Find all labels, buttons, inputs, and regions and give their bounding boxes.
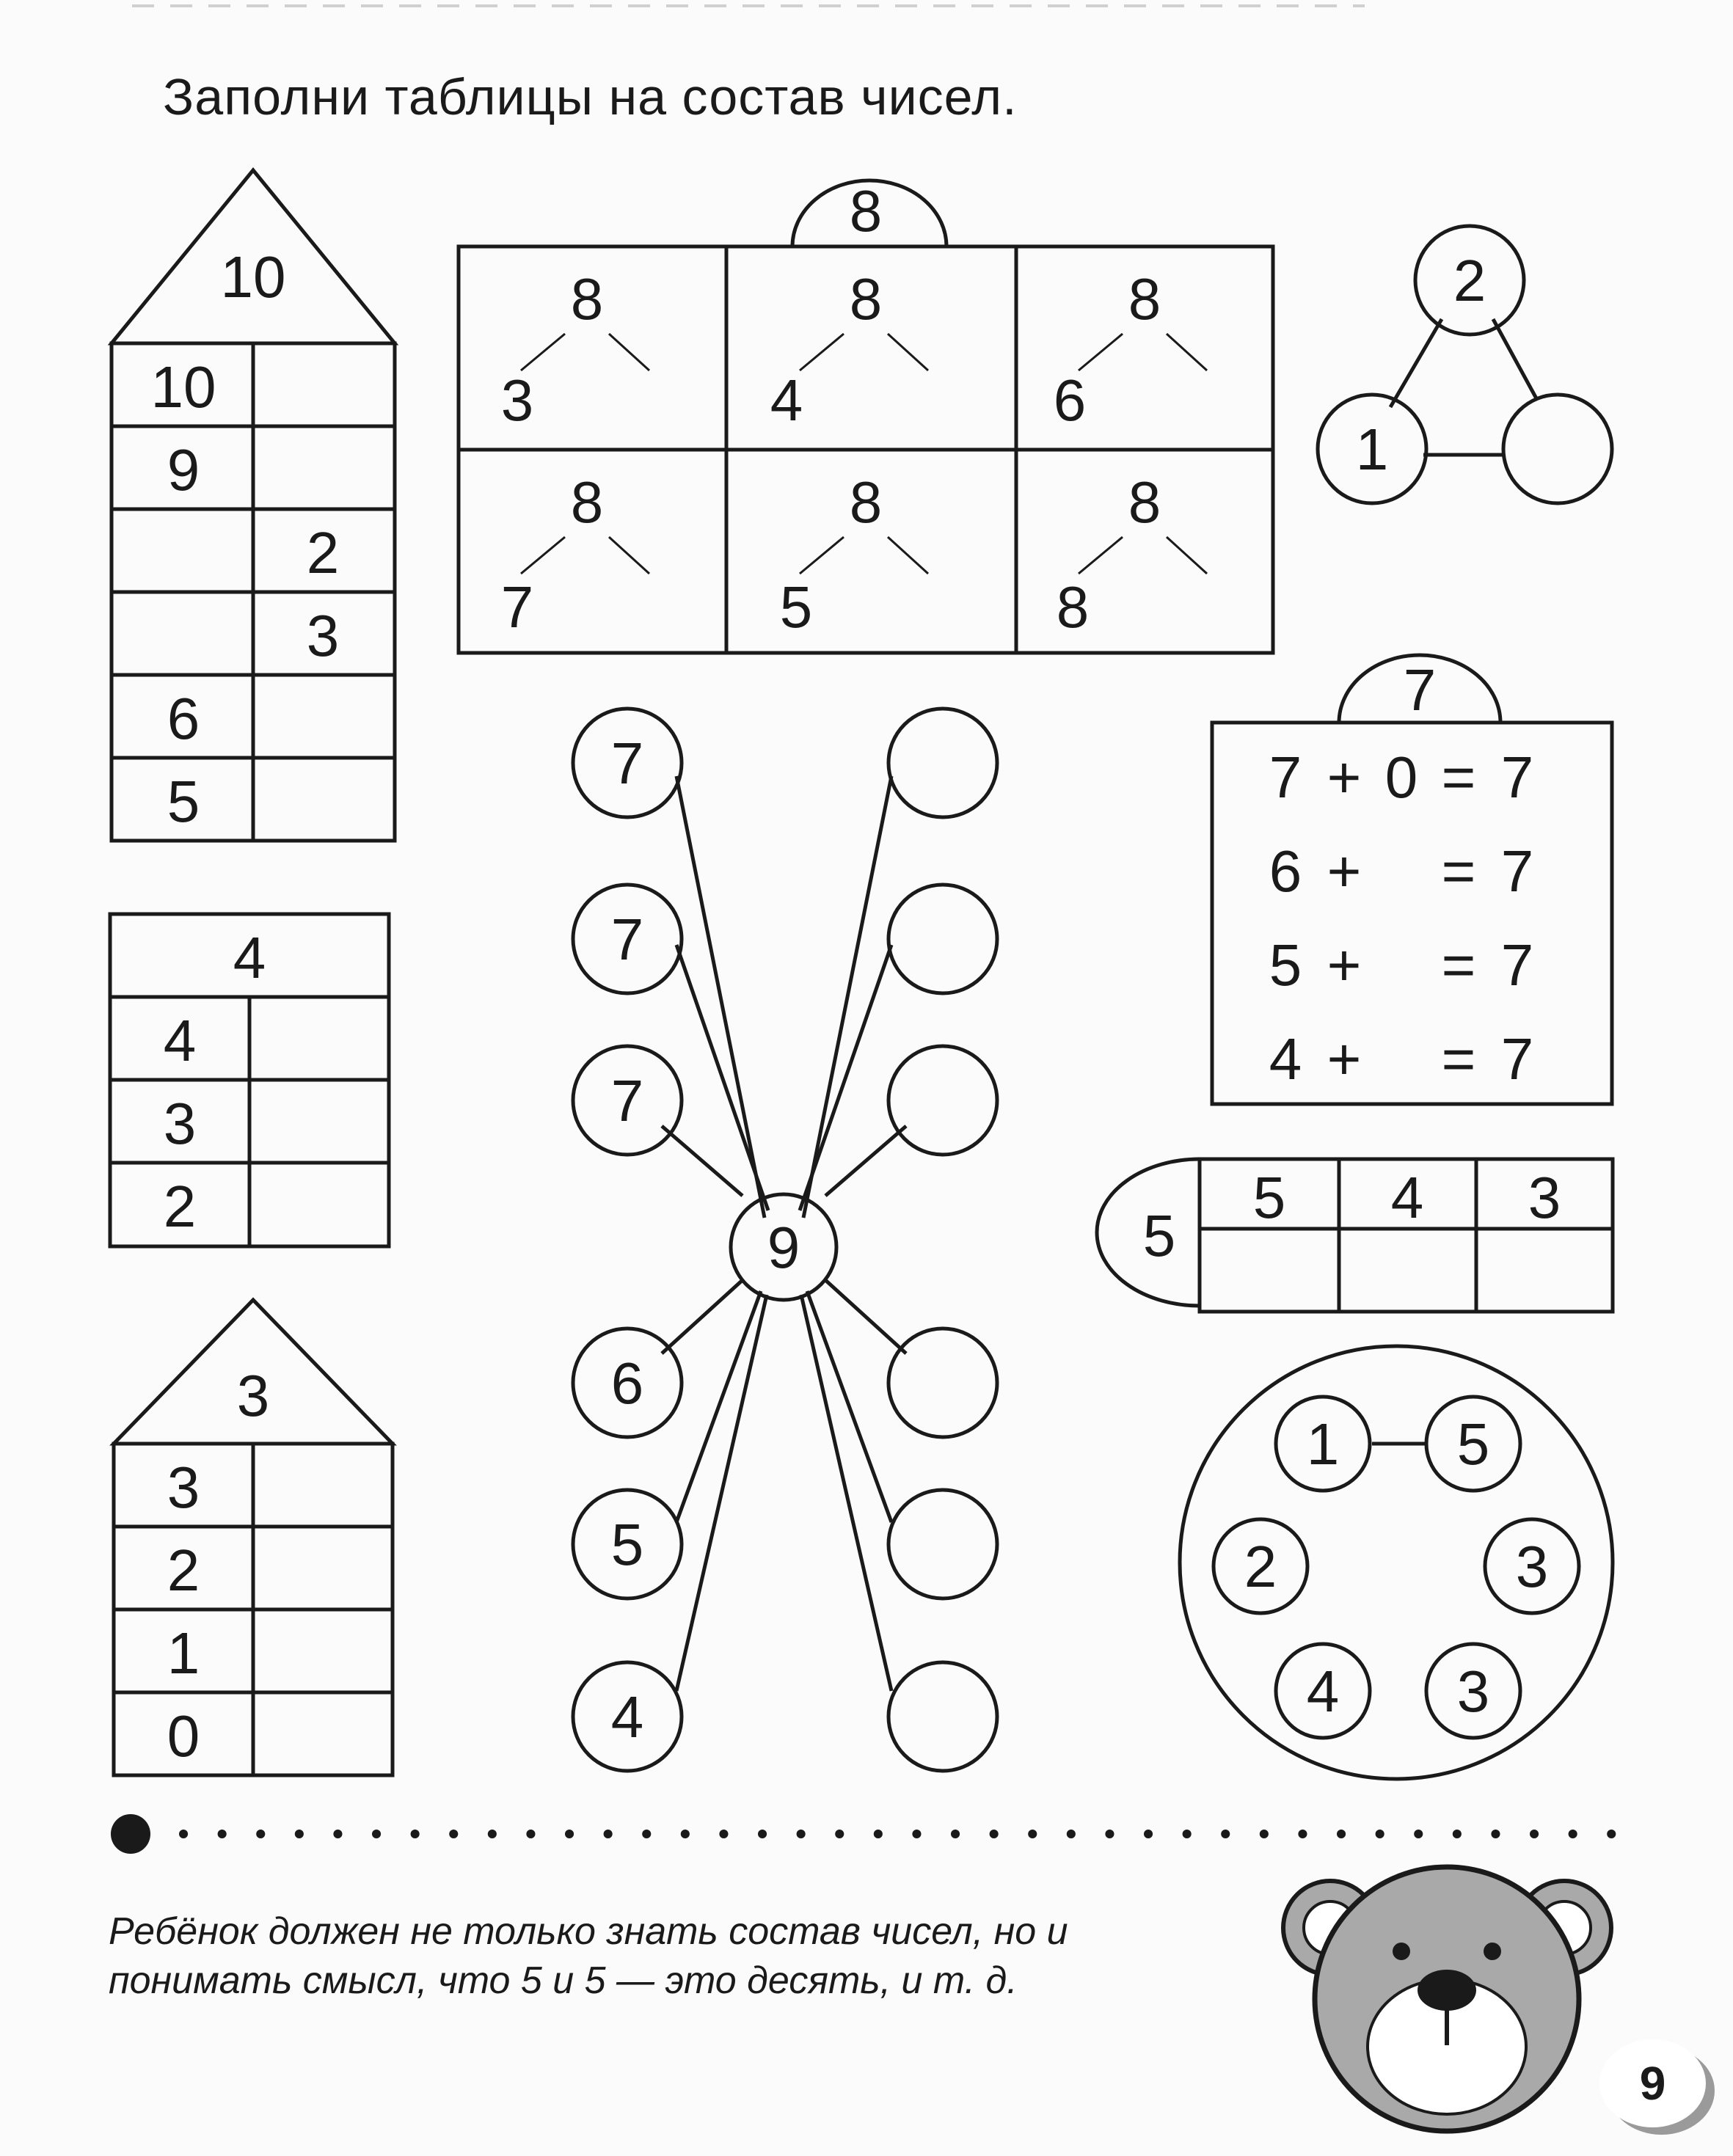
house-3-cell: 2 [167,1538,200,1603]
circle-6-node: 3 [1456,1659,1490,1724]
row-5-label: 5 [1142,1203,1176,1268]
table-4-cell: 2 [163,1174,197,1239]
box-7-sum: 7 [1500,1026,1534,1092]
box-7-equals: = [1441,1026,1476,1092]
box-7-equals: = [1441,838,1476,904]
grid-8-part: 8 [1056,574,1090,640]
grid-8-part: 4 [770,368,803,433]
box-7-sum: 7 [1500,932,1534,998]
table-4-cell: 4 [163,1008,197,1073]
star-left-number: 5 [610,1512,644,1577]
box-7-missing: 0 [1384,745,1418,810]
triangle-empty-circle[interactable] [1503,395,1612,503]
table-4 [110,914,389,1246]
house-3-cell: 1 [167,1620,200,1686]
star-left-number: 4 [610,1684,644,1750]
star-left-number: 7 [610,731,644,796]
star-center-number: 9 [767,1215,800,1280]
table-4-cell: 3 [163,1091,197,1156]
box-7-equals: = [1441,745,1476,810]
grid-8-part: 6 [1053,368,1087,433]
box-7-plus: + [1327,932,1362,998]
box-7-sum: 7 [1500,745,1534,810]
page-number: 9 [1599,2039,1706,2127]
star-right-circle[interactable] [889,1662,997,1771]
dotted-divider [111,1814,1614,1854]
box-7-plus: + [1327,838,1362,904]
circle-6 [1180,1346,1613,1779]
box-7-term: 4 [1269,1026,1302,1092]
star-left-number: 6 [610,1351,644,1416]
house-10-cell: 2 [306,520,340,585]
grid-8-total: 8 [570,469,604,535]
circle-6-node: 4 [1306,1659,1340,1724]
star-right-circle[interactable] [889,1329,997,1437]
star-right-circle[interactable] [889,1490,997,1598]
grid-8-top-number: 8 [849,178,883,244]
box-7-top-number: 7 [1403,657,1437,723]
box-7-term: 7 [1269,745,1302,810]
circle-6-node: 5 [1456,1411,1490,1477]
house-3-cell: 0 [167,1703,200,1769]
star-right-circle[interactable] [889,885,997,993]
house-10 [112,170,395,841]
box-7-equals: = [1441,932,1476,998]
grid-8-part: 5 [779,574,813,640]
house-10-roof-number: 10 [220,244,286,310]
row-5-top-cell: 5 [1252,1165,1286,1230]
box-7-term: 6 [1269,838,1302,904]
grid-8 [459,178,1273,653]
grid-8-total: 8 [1128,469,1161,535]
box-7 [1212,655,1612,1104]
star-left-number: 7 [610,1068,644,1133]
house-3-cell: 3 [167,1455,200,1520]
row-5 [1097,1159,1613,1312]
grid-8-total: 8 [570,266,604,332]
house-3 [114,1300,393,1775]
circle-6-node: 1 [1306,1411,1340,1477]
circle-6-node: 2 [1244,1534,1277,1599]
box-7-sum: 7 [1500,838,1534,904]
box-7-plus: + [1327,745,1362,810]
row-5-top-cell: 3 [1528,1165,1561,1230]
parent-note: Ребёнок должен не только знать состав чисел, но и понимать смысл, что 5 и 5 — это десять, и т. д. [109,1910,1068,2002]
grid-8-total: 8 [849,469,883,535]
triangle-top: 2 [1453,248,1486,313]
bear-icon [1283,1867,1611,2131]
instruction-heading: Заполни таблицы на состав чисел. [163,68,1018,125]
box-7-plus: + [1327,1026,1362,1092]
table-4-header: 4 [233,925,266,990]
house-3-roof-number: 3 [236,1363,270,1428]
house-10-cell: 10 [150,354,216,420]
triangle-2 [1318,226,1612,503]
grid-8-total: 8 [849,266,883,332]
star-right-circle[interactable] [889,1046,997,1155]
grid-8-total: 8 [1128,266,1161,332]
box-7-term: 5 [1269,932,1302,998]
star-right-circle[interactable] [889,709,997,817]
row-5-top-cell: 4 [1390,1165,1424,1230]
house-10-cell: 9 [167,437,200,503]
grid-8-part: 3 [500,368,534,433]
house-10-cell: 3 [306,603,340,668]
house-10-cell: 5 [167,769,200,834]
star-9 [573,709,997,1771]
star-left-number: 7 [610,907,644,972]
triangle-left: 1 [1355,417,1389,482]
grid-8-part: 7 [500,574,534,640]
circle-6-node: 3 [1515,1534,1549,1599]
house-10-cell: 6 [167,686,200,751]
